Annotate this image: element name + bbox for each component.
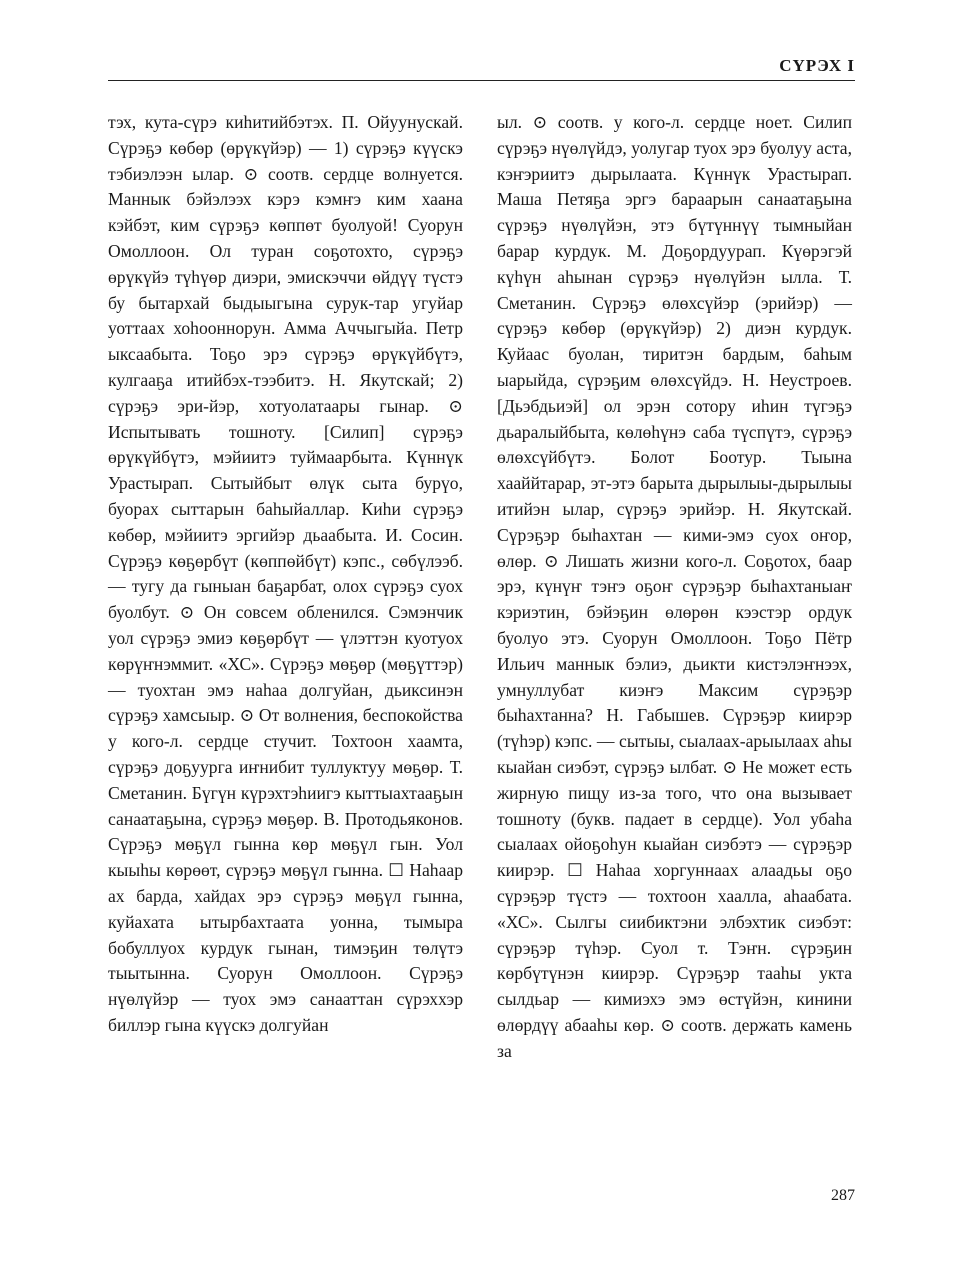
running-header-title: СҮРЭХ I	[779, 56, 855, 75]
right-column-text: ыл. ⊙ соотв. у кого-л. сердце ноет. Силип сүрэҕэ нүөлүйдэ, уолугар туох эрэ буолуу аста, кэҥэриитэ дырылаата. Күннүк Урастырап. Маша Петяҕа эргэ бараарын санаатаҕына сүрэҕэ нүөлүйэн, этэ бүтүннүү тымныйан барар курдук. М. Доҕордуурап. Күөрэгэй күһүн аһынан сүрэҕэ нүөлүйэн ылла. Т. Сметанин. Сүрэҕэ өлөхсүйэр (эрийэр) — сүрэҕэ көбөр (өрүкүйэр) 2) диэн курдук. Куйаас буолан, тиритэн бардым, баһым ыарыйда, сүрэҕим өлөхсүйдэ. Н. Неустроев. [Дьэбдьиэй] ол эрэн сотору иһин түгэҕэ дьаралыйбыта, көлөһүнэ саба түспүтэ, сүрэҕэ өлөхсүйбүтэ. Болот Боотур. Тыына хааййтарар, эт-этэ барыта дырылыы-дырылыы итийэн ылар, сүрэҕэ эрийэр. Н. Якутскай. Сүрэҕэр быһахтан — кими-эмэ суох оҥор, өлөр. ⊙ Лишать жизни кого-л. Соҕотох, баар эрэ, күнүҥ тэҥэ оҕоҥ сүрэҕэр быһахтаныаҥ кэриэтин, бэйэҕин өлөрөн кээстэр ордук буолуо этэ. Суорун Омоллоон. Тоҕо Пётр Ильич маннык бэлиэ, дьикти кистэлэҥнээх, умнуллубат киэҥэ Максим сүрэҕэр быһахтанна? Н. Габышев. Сүрэҕэр киирэр (түһэр) кэпс. — сытыы, сыалаах-арыылаах аһы кыайан сиэбэт, сүрэҕэ ылбат. ⊙ Не может есть жирную пищу из-за того, что она вызывает тошноту (букв. падает в сердце). Уол убаһа сыалаах ойоҕоһун кыайан сиэбэтэ — сүрэҕэр киирэр. ☐ Наһаа хоргуннаах алаадьы оҕо сүрэҕэр түстэ — тохтоон хаалла, аһаабата. «ХС». Сылгы сиибиктэни элбэхтик сиэбэт: сүрэҕэр түһэр. Суол т. Тэҥн. сүрэҕин көрбүтүнэн киирэр. Сүрэҕэр тааһы укта сылдьар — кимиэхэ эмэ өстүйэн, кинини өлөрдүү абааһы көр. ⊙ соотв. держать камень за	[497, 112, 852, 1061]
left-column-text: тэх, кута-сүрэ киһитийбэтэх. П. Ойуунускай. Сүрэҕэ көбөр (өрүкүйэр) — 1) сүрэҕэ күүскэ тэбиэлээн ылар. ⊙ соотв. сердце волнуется. Маннык бэйэлээх кэрэ кэмҥэ ким хаана кэйбэт, ким сүрэҕэ көппөт буолуой! Суорун Омоллоон. Ол туран соҕотохто, сүрэҕэ өрүкүйэ түһүөр диэри, эмискэччи өйдүү түстэ бу бытархай быдыыгына сурук-тар угуйар уоттаах хоһооннорун. Амма Аччыгыйа. Петр ыксаабыта. Тоҕо эрэ сүрэҕэ өрүкүйбүтэ, кулгааҕа итийбэх-тээбитэ. Н. Якутскай; 2) сүрэҕэ эри-йэр, хотуолатаары гынар. ⊙ Испытывать тошноту. [Силип] сүрэҕэ өрүкүйбүтэ, мэйиитэ туймаарбыта. Күннүк Урастырап. Сытыйбыт өлүк сыта бурүо, буорах сыттарын баһыйаллар. Киһи сүрэҕэ көбөр, мэйиитэ эргийэр дьаабыта. И. Сосин. Сүрэҕэ көҕөрбүт (көппөйбүт) кэпс., сөбүлээб. — тугу да гыныан баҕарбат, олох сүрэҕэ суох буолбут. ⊙ Он совсем обленился. Сэмэнчик уол сүрэҕэ эмиэ көҕөрбүт — үлэттэн куотуох көрүҥнэммит. «ХС». Сүрэҕэ мөҕөр (мөҕүттэр) — туохтан эмэ наһаа долгуйан, дьиксинэн сүрэҕэ хамсыыр. ⊙ От волнения, беспокойства у кого-л. сердце стучит. Тохтоон хаамта, сүрэҕэ доҕуурга иҥнибит туллуктуу мөҕөр. Т. Сметанин. Бүгүн күрэхтэһиигэ кыттыахтааҕын санаатаҕына, сүрэҕэ мөҕөр. В. Протодьяконов. Сүрэҕэ мөҕүл гынна көр мөҕүл гын. Уол кыыһы көрөөт, сүрэҕэ мөҕүл гынна. ☐ Наһаар ах барда, хайдах эрэ сүрэҕэ мөҕүл гынна, куйахата ытырбахтаата уонна, тымыра бобуллуох курдук гынан, тимэҕин төлүтэ тыытынна. Суорун Омоллоон. Сүрэҕэ нүөлүйэр — туох эмэ санааттан сүрэххэр биллэр гына күүскэ долгуйан	[108, 112, 463, 1035]
page-number: 287	[831, 1187, 855, 1204]
header-rule	[108, 80, 855, 81]
column-left	[108, 110, 463, 1039]
column-right	[497, 110, 852, 1064]
